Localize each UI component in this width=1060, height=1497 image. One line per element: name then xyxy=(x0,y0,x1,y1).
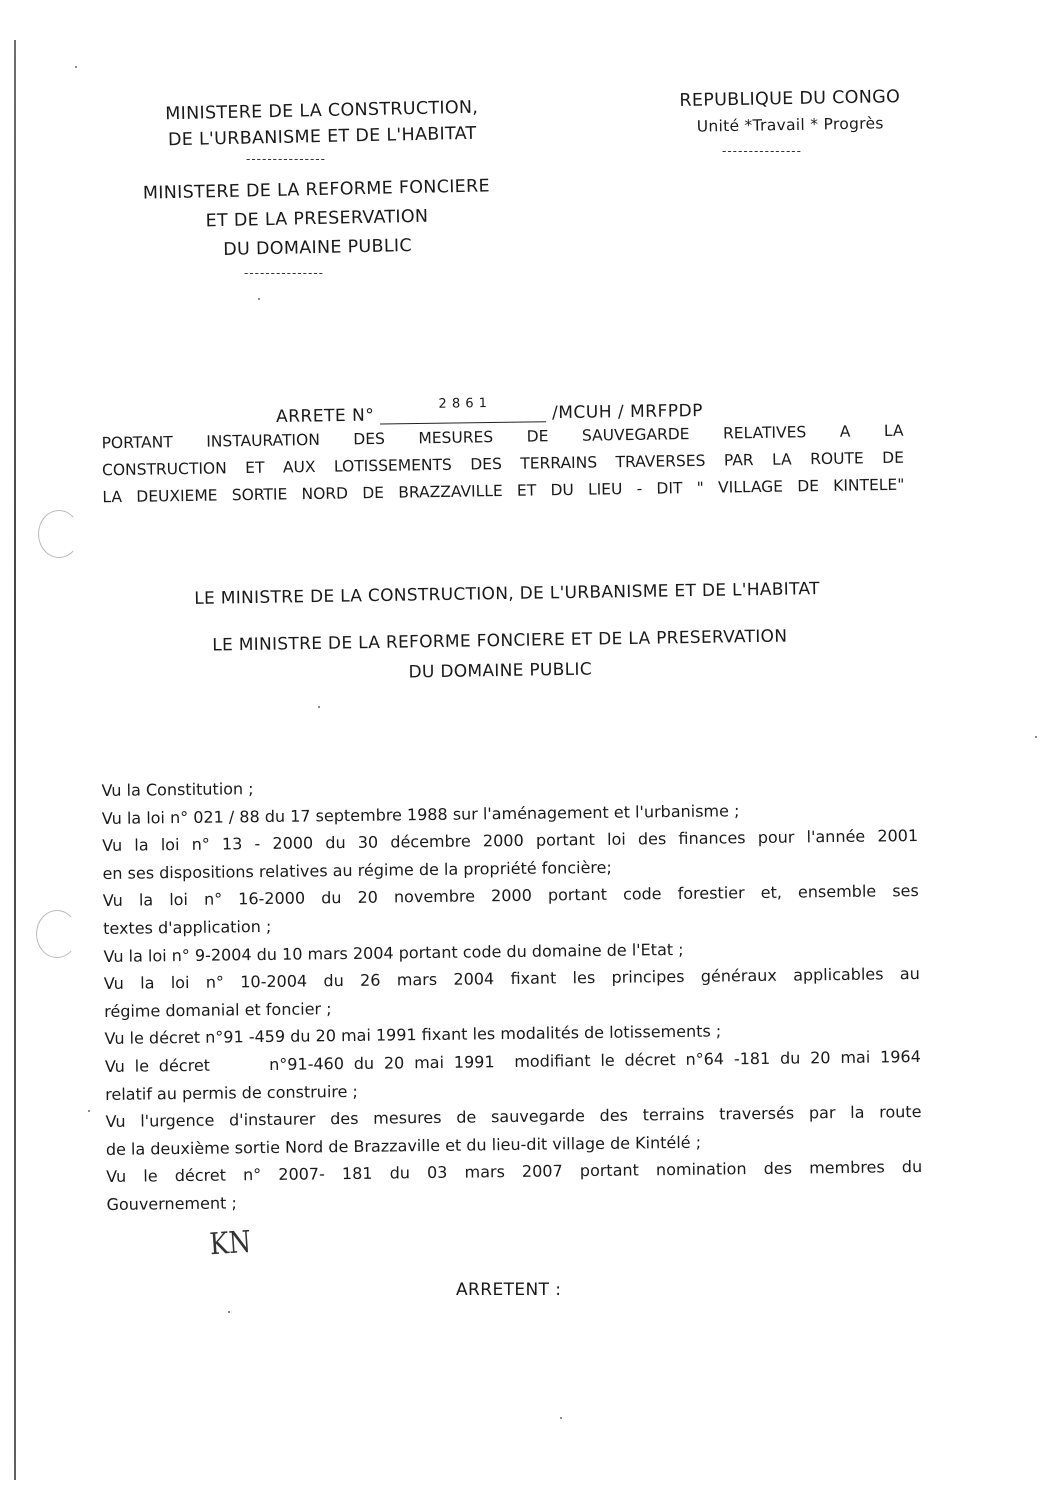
ministry-line: MINISTERE DE LA REFORME FONCIERE xyxy=(142,176,491,204)
consideration-line: relatif au permis de construire ; xyxy=(105,1081,358,1104)
republic-name: REPUBLIQUE DU CONGO xyxy=(679,87,901,111)
consideration-line: de la deuxième sortie Nord de Brazzaville et du lieu-dit village de Kintélé ; xyxy=(105,1132,702,1159)
consideration-line: régime domanial et foncier ; xyxy=(104,998,332,1021)
closing-arretent: ARRETENT : xyxy=(456,1280,562,1300)
minister-1: LE MINISTRE DE LA CONSTRUCTION, DE L'URBANISME ET DE L'HABITAT xyxy=(194,579,820,609)
subject-line: LA DEUXIEME SORTIE NORD DE BRAZZAVILLE ET DU LIEU - DIT " VILLAGE DE KINTELE" xyxy=(102,475,905,507)
decree-suffix: /MCUH / MRFPDP xyxy=(551,401,704,424)
ministry-line: ET DE LA PRESERVATION xyxy=(205,206,429,232)
scan-edge xyxy=(14,40,16,1480)
consideration-line: Gouvernement ; xyxy=(106,1193,237,1214)
decree-subject xyxy=(101,418,904,512)
punch-hole xyxy=(38,510,80,558)
consideration-line: Vu la loi n° 10-2004 du 26 mars 2004 fixant les principes généraux applicables au xyxy=(103,964,920,994)
ministry-land-reform xyxy=(111,172,523,268)
ministry-construction xyxy=(131,94,512,154)
consideration-line: Vu la Constitution ; xyxy=(101,779,254,800)
subject-line: CONSTRUCTION ET AUX LOTISSEMENTS DES TERRAINS TRAVERSES PAR LA ROUTE DE xyxy=(101,448,905,480)
consideration-line: Vu le décret n°91-460 du 20 mai 1991 modifiant le décret n°64 -181 du 20 mai 1964 xyxy=(104,1046,921,1076)
minister-line: LE MINISTRE DE LA REFORME FONCIERE ET DE LA PRESERVATION xyxy=(212,626,788,656)
subject-line: PORTANT INSTAURATION DES MESURES DE SAUVEGARDE RELATIVES A LA xyxy=(101,421,904,453)
handwritten-initials: KN xyxy=(208,1224,253,1263)
consideration-line: Vu la loi n° 9-2004 du 10 mars 2004 portant code du domaine de l'Etat ; xyxy=(103,939,684,966)
consideration-line: Vu la loi n° 021 / 88 du 17 septembre 1988 sur l'aménagement et l'urbanisme ; xyxy=(101,800,740,828)
ministry-line: MINISTERE DE LA CONSTRUCTION, xyxy=(165,97,479,125)
consideration-line: textes d'application ; xyxy=(103,916,272,938)
considerations-list xyxy=(101,767,922,1218)
national-motto: Unité *Travail * Progrès xyxy=(696,114,884,136)
consideration-line: Vu la loi n° 16-2000 du 20 novembre 2000 portant code forestier et, ensemble ses xyxy=(102,881,919,911)
separator: --------------- xyxy=(722,144,802,158)
republic-block xyxy=(650,84,931,141)
consideration-line: Vu la loi n° 13 - 2000 du 30 décembre 2000 portant loi des finances pour l'année 2001 xyxy=(102,826,919,856)
ministry-line: DU DOMAINE PUBLIC xyxy=(223,236,413,260)
consideration-line: Vu le décret n°91 -459 du 20 mai 1991 fixant les modalités de lotissements ; xyxy=(104,1021,722,1049)
consideration-line: Vu l'urgence d'instaurer des mesures de sauvegarde des terrains traversés par la route xyxy=(105,1102,922,1132)
minister-2 xyxy=(150,621,851,692)
separator: --------------- xyxy=(246,152,326,166)
decree-number: 2 8 6 1 xyxy=(380,401,546,424)
ministry-line: DE L'URBANISME ET DE L'HABITAT xyxy=(167,123,477,151)
decree-prefix: ARRETE N° xyxy=(275,405,375,427)
minister-line: DU DOMAINE PUBLIC xyxy=(408,659,593,683)
separator: --------------- xyxy=(244,266,324,280)
punch-hole xyxy=(36,910,78,958)
consideration-line: Vu le décret n° 2007- 181 du 03 mars 2007 portant nomination des membres du xyxy=(106,1157,923,1187)
consideration-line: en ses dispositions relatives au régime de la propriété foncière; xyxy=(102,857,612,883)
